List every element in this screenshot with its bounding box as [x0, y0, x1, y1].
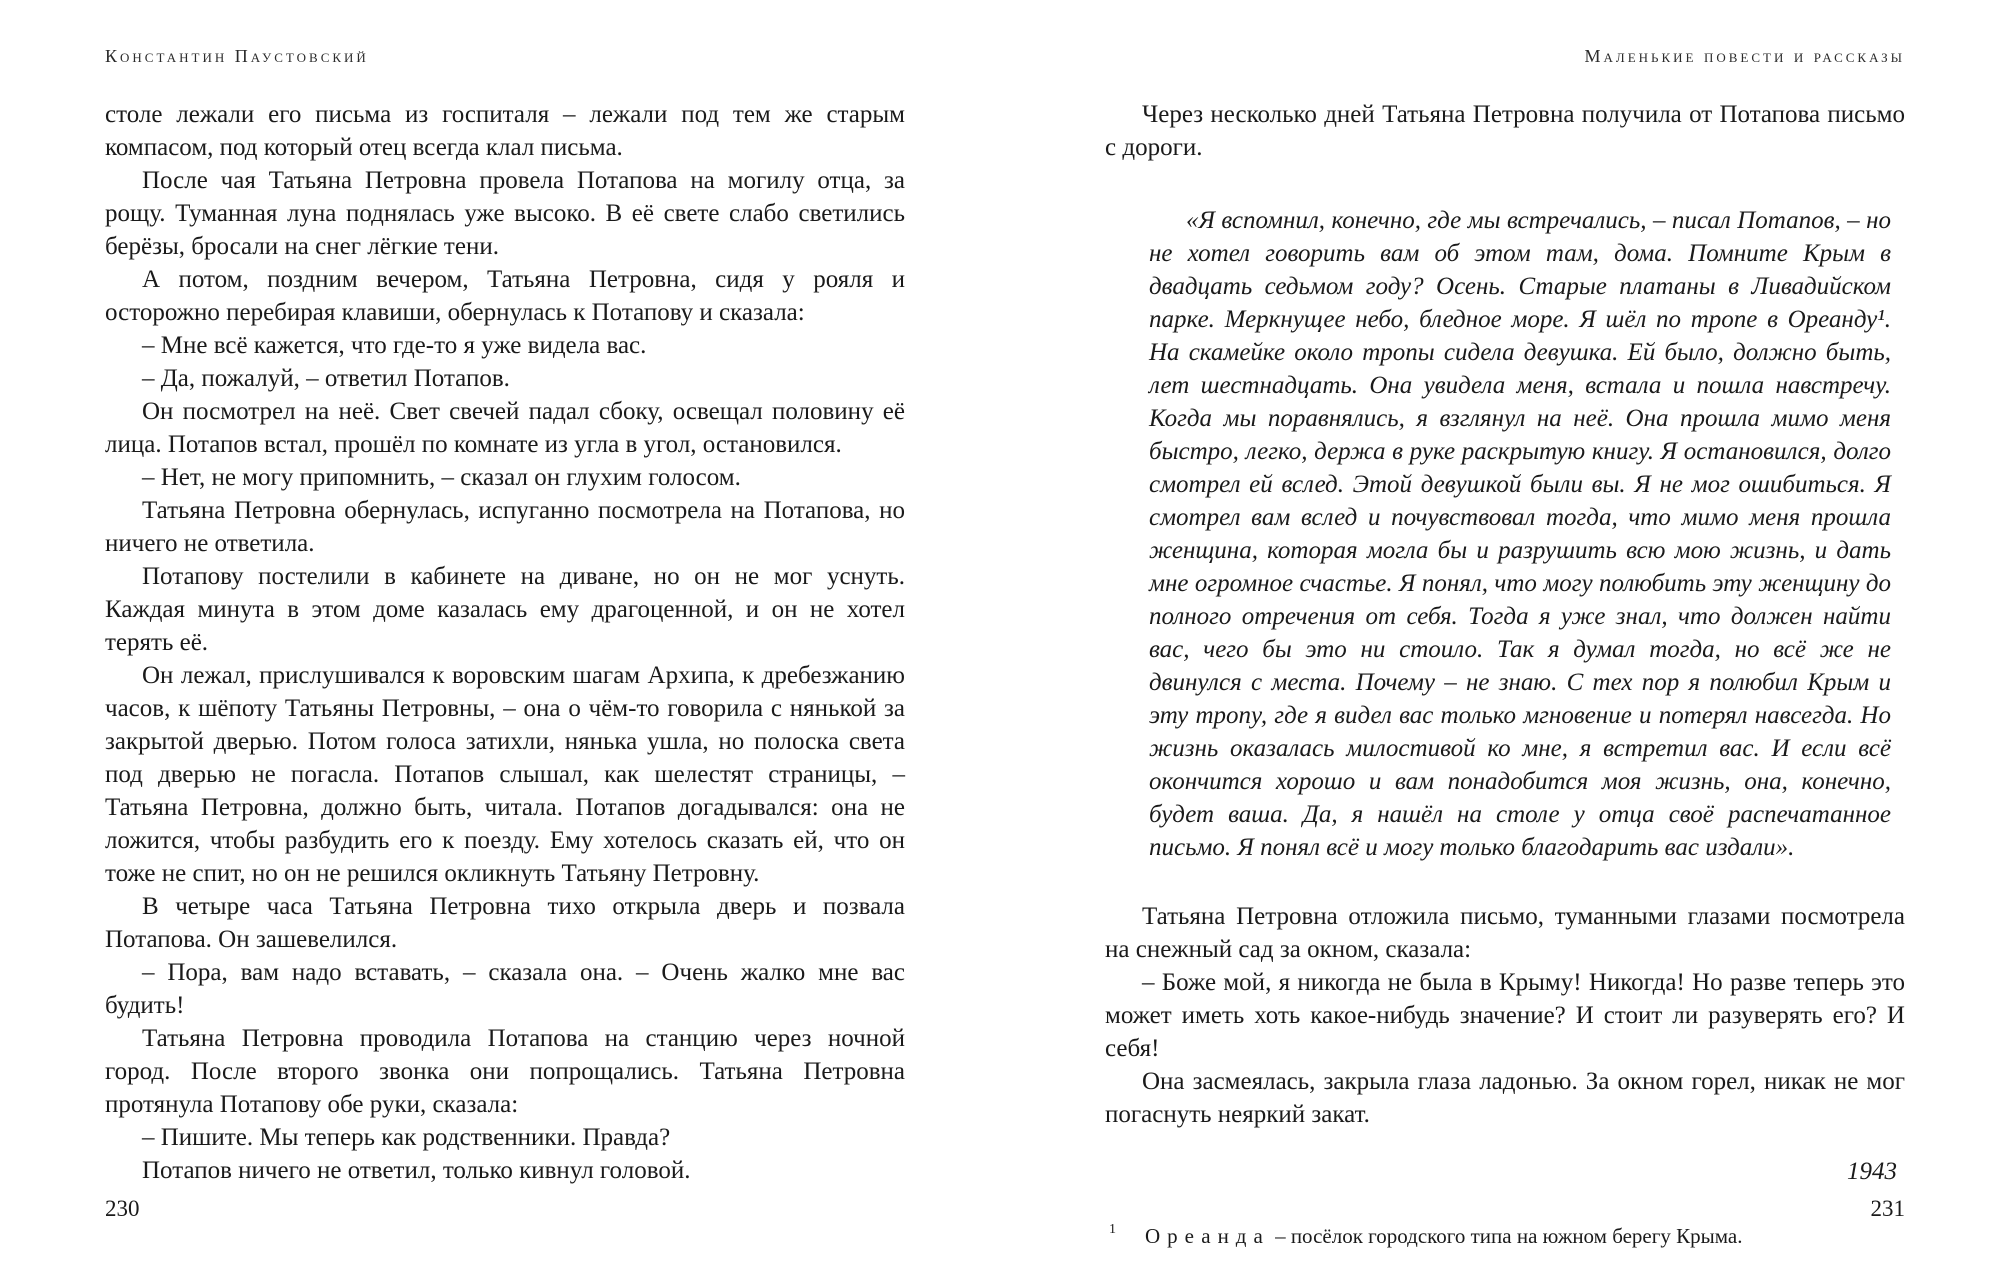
body-paragraph: столе лежали его письма из госпиталя – лежали под тем же старым компасом, под который отец всегда клал письма.: [105, 101, 905, 161]
footnote-marker: 1: [1109, 1222, 1116, 1237]
footnote-text: – посёлок городского типа на южном берегу Крыма.: [1275, 1224, 1743, 1248]
dialogue-paragraph: – Да, пожалуй, – ответил Потапов.: [142, 365, 510, 392]
footnote-term: Ореанда: [1145, 1224, 1270, 1248]
footnote: [1105, 1222, 1905, 1250]
left-page-text: [105, 98, 905, 1187]
story-date: 1943: [1847, 1158, 1897, 1185]
page-number-right: 231: [1870, 1196, 1905, 1221]
body-paragraph: Татьяна Петровна проводила Потапова на станцию через ночной город. После второго звонка они попрощались. Татьяна Петровна протянула Потапову обе руки, сказала:: [105, 1025, 905, 1118]
letter-block-quote: [1149, 204, 1891, 864]
footnote-body: [1145, 1222, 1742, 1250]
body-paragraph: Он посмотрел на неё. Свет свечей падал сбоку, освещал половину её лица. Потапов встал, прошёл по комнате из угла в угол, остановился.: [105, 398, 905, 458]
letter-paragraph: «Я вспомнил, конечно, где мы встречались, – писал Потапов, – но не хотел говорить вам об этом там, дома. Помните Крым в двадцать седьмом году? Осень. Старые платаны в Ливадийском парке. Меркнущее небо, бледное море. Я шёл по тропе в Ореанду¹. На скамейке около тропы сидела девушка. Ей было, должно быть, лет шестнадцать. Она увидела меня, встала и пошла навстречу. Когда мы поравнялись, я взглянул на неё. Она прошла мимо меня быстро, легко, держа в руке раскрытую книгу. Я остановился, долго смотрел ей вслед. Этой девушкой были вы. Я не мог ошибиться. Я смотрел вам вслед и почувствовал тогда, что мимо меня прошла женщина, которая могла бы и разрушить всю мою жизнь, и дать мне огромное счастье. Я понял, что могу полюбить эту женщину до полного отречения от себя. Тогда я уже знал, что должен найти вас, чего бы это ни стоило. Так я думал тогда, но всё же не двинулся с места. Почему – не знаю. С тех пор я полюбил Крым и эту тропу, где я видел вас только мгновение и потерял навсегда. Но жизнь оказалась милостивой ко мне, я встретил вас. И если всё окончится хорошо и вам понадобится моя жизнь, она, конечно, будет ваша. Да, я нашёл на столе у отца своё распечатанное письмо. Я понял всё и могу только благодарить вас издали».: [1149, 207, 1891, 861]
body-paragraph: Татьяна Петровна отложила письмо, туманными глазами посмотрела на снежный сад за окном, сказала:: [1105, 903, 1905, 963]
page-number-left: 230: [105, 1196, 140, 1221]
body-paragraph: Он лежал, прислушивался к воровским шагам Архипа, к дребезжанию часов, к шёпоту Татьяны Петровны, – она о чём-то говорила с нянькой за закрытой дверью. Потом голоса затихли, нянька ушла, но полоска света под дверью не погасла. Потапов слышал, как шелестят страницы, – Татьяна Петровна, должно быть, читала. Потапов догадывался: она не ложится, чтобы разбудить его к поезду. Ему хотелось сказать ей, что он тоже не спит, но он не решился окликнуть Татьяну Петровну.: [105, 662, 905, 887]
body-paragraph: Татьяна Петровна обернулась, испуганно посмотрела на Потапова, но ничего не ответила.: [105, 497, 905, 557]
dialogue-paragraph: – Нет, не могу припомнить, – сказал он глухим голосом.: [142, 464, 741, 491]
body-paragraph: После чая Татьяна Петровна провела Потапова на могилу отца, за рощу. Туманная луна поднялась уже высоко. В её свете слабо светились берёзы, бросали на снег лёгкие тени.: [105, 167, 905, 260]
body-paragraph: Потапов ничего не ответил, только кивнул головой.: [142, 1157, 691, 1184]
dialogue-paragraph: – Боже мой, я никогда не была в Крыму! Никогда! Но разве теперь это может иметь хоть какое-нибудь значение? И стоит ли разуверять его? И себя!: [1105, 969, 1905, 1062]
body-paragraph: Через несколько дней Татьяна Петровна получила от Потапова письмо с дороги.: [1105, 101, 1905, 161]
dialogue-paragraph: – Пора, вам надо вставать, – сказала она. – Очень жалко мне вас будить!: [105, 959, 905, 1019]
right-page-text: [1105, 98, 1905, 1250]
running-head-author: Константин Паустовский: [105, 46, 369, 66]
dialogue-paragraph: – Мне всё кажется, что где-то я уже видела вас.: [142, 332, 647, 359]
body-paragraph: В четыре часа Татьяна Петровна тихо открыла дверь и позвала Потапова. Он зашевелился.: [105, 893, 905, 953]
body-paragraph: Потапову постелили в кабинете на диване, но он не мог уснуть. Каждая минута в этом доме казалась ему драгоценной, и он не хотел терять её.: [105, 563, 905, 656]
dialogue-paragraph: – Пишите. Мы теперь как родственники. Правда?: [142, 1124, 671, 1151]
body-paragraph: Она засмеялась, закрыла глаза ладонью. За окном горел, никак не мог погаснуть неяркий закат.: [1105, 1068, 1905, 1128]
running-head-book-title: Маленькие повести и рассказы: [1584, 46, 1905, 66]
body-paragraph: А потом, поздним вечером, Татьяна Петровна, сидя у рояля и осторожно перебирая клавиши, обернулась к Потапову и сказала:: [105, 266, 905, 326]
